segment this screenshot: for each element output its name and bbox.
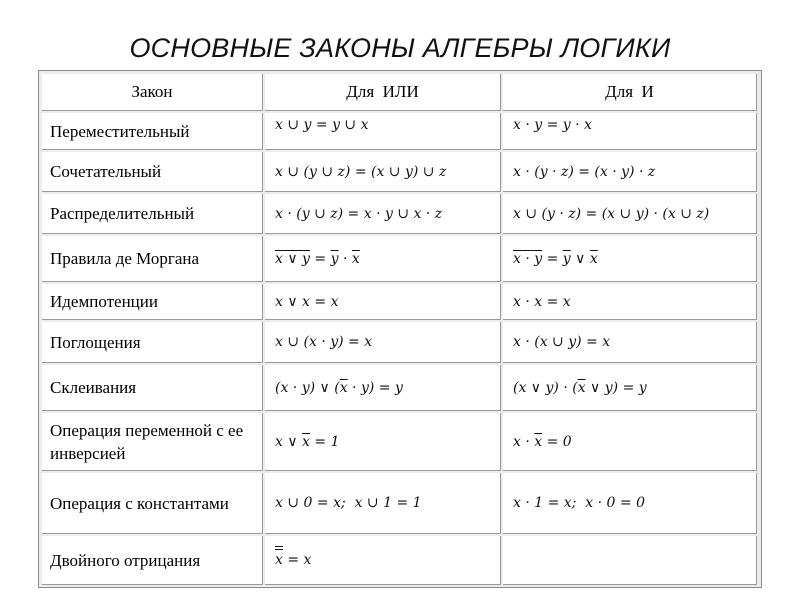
and-formula — [503, 152, 757, 192]
formula-text: (x ∨ $y) \cdot (\overline{x}$ ∨ y) = y — [513, 379, 647, 396]
law-name: Двойного отрицания — [42, 536, 263, 585]
formula-text: x · (x ∪ y) = x — [513, 334, 611, 350]
or-formula — [265, 284, 501, 320]
formula-text: x · (y · z) = (x · y) · z — [513, 163, 656, 180]
formula-text: x ∪ y = y ∪ x — [275, 117, 369, 133]
formula-text: x · 1 = x; x · 0 = 0 — [513, 495, 645, 511]
or-formula — [265, 322, 501, 363]
law-name: Идемпотенции — [42, 284, 263, 320]
formula-text: x · x = x — [513, 293, 571, 310]
law-name: Переместительный — [42, 113, 263, 150]
law-name: Операция с константами — [42, 473, 263, 534]
law-name: Сочетательный — [42, 152, 263, 192]
or-formula — [265, 413, 501, 471]
and-formula — [503, 284, 757, 320]
or-formula — [265, 194, 501, 234]
law-name: Поглощения — [42, 322, 263, 363]
law-name: Склеивания — [42, 365, 263, 411]
formula-text: (x · y) ∨ $(\overline{x} \cdot y) = y$ — [275, 379, 403, 396]
laws-table — [38, 70, 762, 588]
law-name: Правила де Моргана — [42, 236, 263, 282]
header-or: Для ИЛИ — [265, 74, 501, 111]
formula-text: x ∪ (y ∪ z) = (x ∪ y) ∪ z — [275, 163, 447, 180]
and-formula — [503, 365, 757, 411]
or-formula — [265, 236, 501, 282]
or-formula — [265, 473, 501, 534]
and-formula — [503, 236, 757, 282]
formula-text: x = x — [275, 552, 312, 568]
formula-text: $x \cdot \overline{x} = 0$ — [513, 433, 572, 450]
law-name: Распределительный — [42, 194, 263, 234]
formula-text: x ∪ 0 = x; x ∪ 1 = 1 — [275, 495, 422, 511]
formula-text: x ∨ $y = \overline{y} \cdot \overline{x}$ — [275, 250, 360, 267]
or-formula — [265, 536, 501, 585]
and-formula — [503, 413, 757, 471]
and-formula — [503, 194, 757, 234]
and-formula — [503, 113, 757, 150]
formula-text: x ∪ (x · y) = x — [275, 334, 373, 350]
formula-text: x ∨ $\overline{x} = 1$ — [275, 433, 340, 450]
formula-text: x ∪ (y · z) = (x ∪ y) · (x ∪ z) — [513, 205, 710, 222]
formula-text: $x \cdot y = \overline{y}$ ∨ $\overline{x}$ — [513, 250, 598, 267]
and-formula — [503, 322, 757, 363]
page-title: ОСНОВНЫЕ ЗАКОНЫ АЛГЕБРЫ ЛОГИКИ — [129, 33, 671, 63]
and-formula — [503, 473, 757, 534]
formula-text: x · (y ∪ z) = x · y ∪ x · z — [275, 205, 443, 222]
header-and: Для И — [503, 74, 757, 111]
or-formula — [265, 113, 501, 150]
formula-text: x ∨ x = x — [275, 293, 339, 310]
law-name: Операция переменной с ее инверсией — [42, 413, 263, 471]
formula-text: x · y = y · x — [513, 117, 592, 133]
and-formula — [503, 536, 757, 585]
header-law: Закон — [42, 74, 263, 111]
or-formula — [265, 365, 501, 411]
or-formula — [265, 152, 501, 192]
